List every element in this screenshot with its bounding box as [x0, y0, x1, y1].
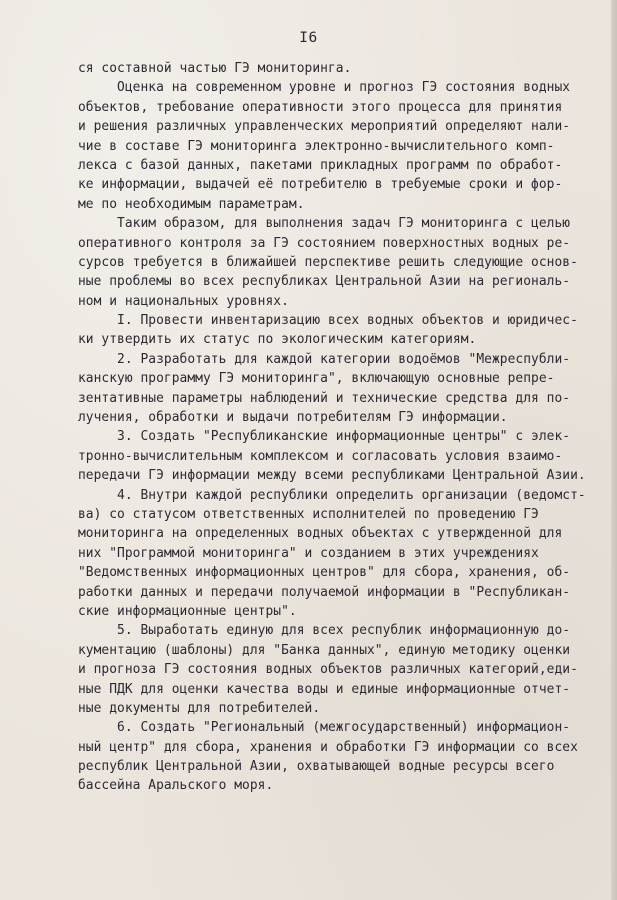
text-line: 4. Внутри каждой республики определить организации (ведомст- — [78, 487, 586, 503]
text-line: зентативные параметры наблюдений и технические средства для по- — [78, 390, 571, 406]
text-line: 3. Создать "Республиканские информационные центры" с элек- — [78, 429, 571, 445]
text-line: сурсов требуется в ближайшей перспективе решить следующие основ- — [78, 254, 578, 270]
text-line: бассейна Аральского моря. — [78, 778, 274, 794]
page-edge — [611, 0, 617, 900]
text-line: "Ведомственных информационных центров" для сбора, хранения, об- — [78, 565, 571, 581]
text-line: мониторинга на определенных водных объектах с утвержденной для — [78, 526, 563, 542]
text-line: и прогноза ГЭ состояния водных объектов различных категорий,еди- — [78, 662, 578, 678]
text-line: них "Программой мониторинга" и созданием в этих учреждениях — [78, 545, 539, 561]
text-line: канскую программу ГЭ мониторинга", включающую основные репре- — [78, 371, 555, 387]
text-line: ный центр" для сбора, хранения и обработки ГЭ информации со всех — [78, 739, 578, 755]
text-line: 5. Выработать единую для всех республик информационную до- — [78, 623, 571, 639]
text-line: ные ПДК для оценки качества воды и единые информационные отчет- — [78, 681, 571, 697]
text-line: объектов, требование оперативности этого процесса для принятия — [78, 99, 563, 115]
text-line: 2. Разработать для каждой категории водоёмов "Межреспубли- — [78, 351, 571, 367]
text-line: работки данных и передачи получаемой информации в "Республикан- — [78, 584, 571, 600]
text-line: чие в составе ГЭ мониторинга электронно-вычислительного комп- — [78, 138, 555, 154]
text-line: Таким образом, для выполнения задач ГЭ мониторинга с целью — [78, 216, 571, 232]
text-line: и решения различных управленческих мероприятий определяют нали- — [78, 119, 571, 135]
text-line: кументацию (шаблоны) для "Банка данных", единую методику оценки — [78, 642, 571, 658]
text-line: ные документы для потребителей. — [78, 700, 321, 716]
text-line: ные проблемы во всех республиках Центральной Азии на региональ- — [78, 274, 571, 290]
text-line: 6. Создать "Региональный (межгосударственный) информацион- — [78, 720, 571, 736]
text-line: оперативного контроля за ГЭ состоянием поверхностных водных ре- — [78, 235, 571, 251]
text-line: лучения, обработки и выдачи потребителям ГЭ информации. — [78, 410, 508, 426]
text-line: ке информации, выдачей её потребителю в требуемые сроки и фор- — [78, 177, 563, 193]
text-line: ки утвердить их статус по экологическим категориям. — [78, 332, 477, 348]
text-line: Оценка на современном уровне и прогноз ГЭ состояния водных — [78, 80, 571, 96]
text-line: ме по необходимым параметрам. — [78, 196, 305, 212]
text-line: ва) со статусом ответственных исполнителей по проведению ГЭ — [78, 506, 539, 522]
text-line: ся составной частью ГЭ мониторинга. — [78, 61, 352, 76]
body-text — [78, 59, 588, 796]
text-line: лекса с базой данных, пакетами прикладных программ по обработ- — [78, 157, 563, 173]
text-line: I. Провести инвентаризацию всех водных объектов и юридичес- — [78, 313, 578, 329]
page-number: I6 — [299, 30, 318, 46]
text-line: тронно-вычислительным комплексом и согласовать условия взаимо- — [78, 448, 563, 464]
text-line: ном и национальных уровнях. — [78, 293, 289, 309]
text-line: республик Центральной Азии, охватывающей водные ресурсы всего — [78, 759, 555, 775]
text-line: передачи ГЭ информации между всеми республиками Центральной Азии. — [78, 468, 586, 484]
text-line: ские информационные центры". — [78, 603, 297, 619]
